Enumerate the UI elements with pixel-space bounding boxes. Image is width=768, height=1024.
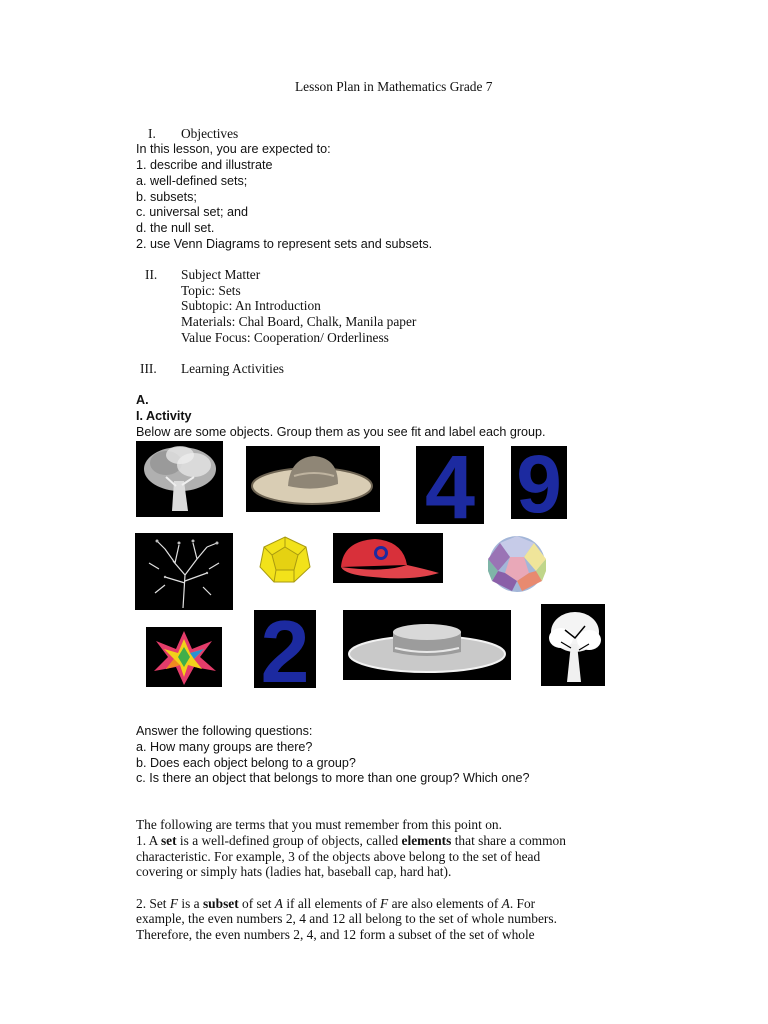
objective-line: c. universal set; and <box>136 205 249 219</box>
text-run: . For <box>509 896 536 911</box>
objective-line: a. well-defined sets; <box>136 174 248 188</box>
section-heading-objectives: Objectives <box>181 126 239 141</box>
section-numeral-objectives: I. <box>148 126 156 141</box>
bare-tree-icon <box>135 533 233 610</box>
dodecahedron-icon <box>256 535 314 585</box>
question-item: a. How many groups are there? <box>136 740 313 754</box>
hard-hat-image <box>343 610 511 680</box>
section-heading-learning: Learning Activities <box>181 361 285 376</box>
objective-line: In this lesson, you are expected to: <box>136 142 331 156</box>
star-polyhedron-icon <box>146 627 222 687</box>
objective-line: 1. describe and illustrate <box>136 158 273 172</box>
question-item: b. Does each object belong to a group? <box>136 756 356 770</box>
term-set-line-1 <box>136 833 566 849</box>
text-run: that share a common <box>451 833 566 848</box>
term-subset-line-2: example, the even numbers 2, 4 and 12 all belong to the set of whole numbers. <box>136 911 557 926</box>
white-tree-icon <box>541 604 605 686</box>
activity-part-label: A. <box>136 393 149 407</box>
hard-hat-icon <box>343 610 511 680</box>
term-subset-keyword: subset <box>202 896 239 911</box>
page-title: Lesson Plan in Mathematics Grade 7 <box>295 79 493 94</box>
question-item: c. Is there an object that belongs to more than one group? Which one? <box>136 771 530 785</box>
subject-line: Value Focus: Cooperation/ Orderliness <box>181 330 389 345</box>
term-elements-keyword: elements <box>401 833 452 848</box>
section-numeral-subject-matter: II. <box>145 267 158 282</box>
digit-nine-image <box>511 446 567 519</box>
digit-four-text: 4 <box>424 446 476 524</box>
digit-two-text: 2 <box>260 610 310 688</box>
activity-heading: I. Activity <box>136 409 192 423</box>
section-numeral-learning: III. <box>140 361 157 376</box>
polyhedron-image <box>484 535 550 593</box>
text-run: are also elements of <box>388 896 502 911</box>
text-run: is a well-defined group of objects, called <box>176 833 402 848</box>
ladies-hat-icon <box>246 446 380 512</box>
subject-line: Topic: Sets <box>181 283 241 298</box>
term-set-line-2: characteristic. For example, 3 of the objects above belong to the set of head <box>136 849 541 864</box>
objective-line: d. the null set. <box>136 221 215 235</box>
term-subset-line-3: Therefore, the even numbers 2, 4, and 12 form a subset of the set of whole <box>136 927 535 942</box>
digit-four-image <box>416 446 484 524</box>
baseball-cap-image <box>333 533 443 583</box>
text-run: of set <box>238 896 275 911</box>
star-polyhedron-image <box>146 627 222 687</box>
text-run: 2. Set <box>136 896 170 911</box>
questions-intro: Answer the following questions: <box>136 724 313 738</box>
text-run: is a <box>178 896 203 911</box>
term-subset-line-1 <box>136 896 535 912</box>
variable-f: F <box>380 896 389 911</box>
digit-four-icon <box>416 446 484 524</box>
text-run: if all elements of <box>282 896 381 911</box>
terms-intro: The following are terms that you must remember from this point on. <box>136 817 502 832</box>
digit-two-icon <box>254 610 316 688</box>
yellow-dodecahedron-image <box>256 535 314 585</box>
ladies-hat-image <box>246 446 380 512</box>
polyhedron-icon <box>484 535 550 593</box>
variable-a: A <box>274 896 283 911</box>
text-run: 1. A <box>136 833 161 848</box>
white-tree-image <box>541 604 605 686</box>
digit-nine-icon <box>511 446 567 519</box>
objective-line: b. subsets; <box>136 190 197 204</box>
tree-icon <box>136 441 223 517</box>
objective-line: 2. use Venn Diagrams to represent sets and subsets. <box>136 237 433 251</box>
subject-line: Materials: Chal Board, Chalk, Manila paper <box>181 314 417 329</box>
bare-tree-image <box>135 533 233 610</box>
term-set-line-3: covering or simply hats (ladies hat, baseball cap, hard hat). <box>136 864 452 879</box>
variable-a: A <box>501 896 510 911</box>
digit-nine-text: 9 <box>516 446 562 519</box>
variable-f: F <box>169 896 179 911</box>
digit-two-image <box>254 610 316 688</box>
subject-line: Subtopic: An Introduction <box>181 298 321 313</box>
term-set-keyword: set <box>160 833 177 848</box>
baseball-cap-icon <box>333 533 443 583</box>
tree-image <box>136 441 223 517</box>
activity-instruction: Below are some objects. Group them as you see fit and label each group. <box>136 425 546 439</box>
section-heading-subject-matter: Subject Matter <box>181 267 261 282</box>
